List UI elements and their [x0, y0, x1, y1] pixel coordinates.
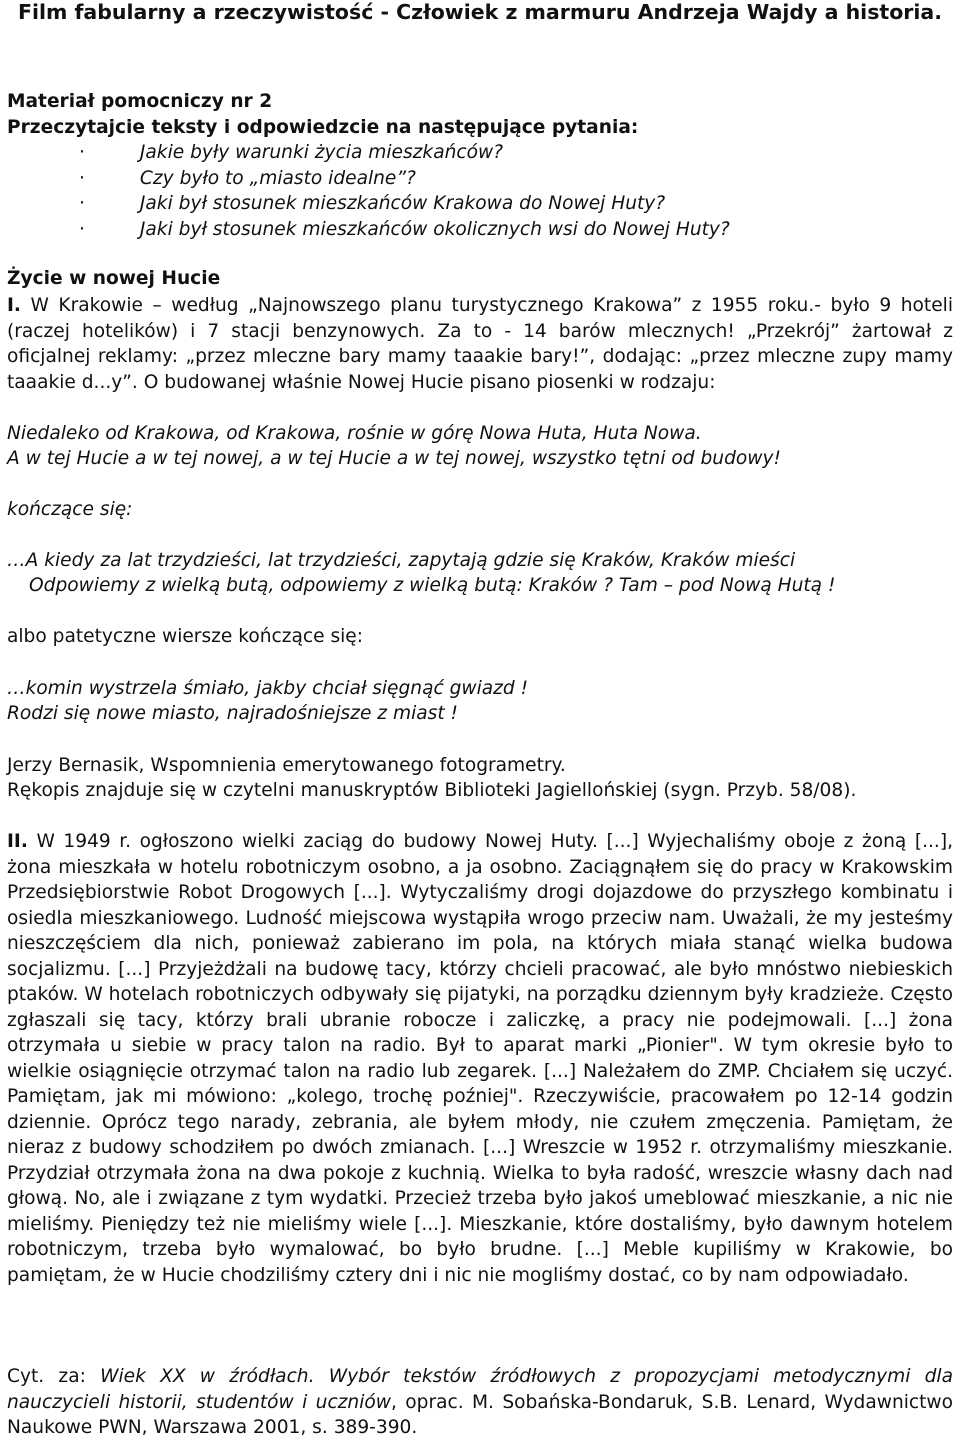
question-text: Jakie były warunki życia mieszkańców? [139, 142, 504, 163]
poems-label: albo patetyczne wiersze kończące się: [7, 626, 364, 647]
question-text: Jaki był stosunek mieszkańców Krakowa do Nowej Huty? [139, 193, 666, 214]
citation-rest: , oprac. M. Sobańska-Bondaruk, S.B. Lenard, Wydawnictwo Naukowe PWN, Warszawa 2001, s. 389-390. [7, 1391, 953, 1438]
part-two-text: W 1949 r. ogłoszono wielki zaciąg do budowy Nowej Huty. [...] Wyjechaliśmy oboje z żoną [...], żona mieszkała w hotelu robotniczym osobno, a ja osobno. Zaciągnąłem się do pracy w Krakowskim Przedsiębiorstwie Robot Drogowych [...]. Wytyczaliśmy drogi dojazdowe do przyszłego kombinatu i osiedla mieszkaniowego. Ludność miejscowa wystąpiła wrogo przeciw nam. Uważali, że my jesteśmy nieszczęściem dla nich, ponieważ zabierano im pola, na których miała stanąć wielka budowa socjalizmu. [...] Przyjeżdżali na budowę tacy, którzy chcieli pracować, ale było mnóstwo niebieskich ptaków. W hotelach robotniczych odbywały się pijatyki, na porządku dziennym były kradzieże. Często zgłaszali się tacy, którzy brali ubranie robocze i zaliczkę, a pracy nie podejmowali. [...] żona otrzymała u siebie w pracy talon na radio. Był to aparat marki „Pionier". W tym okresie było to wielkie osiągnięcie otrzymać talon na radio lub zegarek. [...] Należałem do ZMP. Chciałem się uczyć. Pamiętam, jak mi mówiono: „kolego, trochę poźniej". Rzeczywiście, pracowałem po 12-14 godzin dziennie. Oprócz tego narady, zebrania, ale byłem młody, nie czułem zmęczenia. Pamiętam, że nieraz z budowy schodziłem po dwóch zmianach. [...] Wreszcie w 1952 r. otrzymaliśmy mieszkanie. Przydział otrzymała żona na dwa pokoje z kuchnią. Wielka to była radość, wreszcie własny dach nad głową. No, ale i związane z tym wydatki. Przecież trzeba było jakoś umeblować mieszkanie, a nic nie mieliśmy. Pieniędzy też nie mieliśmy wiele [...]. Mieszkanie, które dostaliśmy, było dawnym hotelem robotniczym, trzeba było wymalować, bo było brudne. [...] Meble kupiliśmy w Krakowie, bo pamiętam, że w Hucie chodziliśmy cztery dni i nic nie mogliśmy dostać, co by nam odpowiadało. [7, 831, 953, 1286]
question-text: Czy było to „miasto idealne”? [139, 167, 416, 189]
part-two-numeral: II. [7, 831, 28, 852]
section-heading: Życie w nowej Hucie [7, 268, 221, 289]
bullet-icon: · [79, 193, 85, 214]
part-one-paragraph [7, 293, 953, 395]
question-text: Jaki był stosunek mieszkańców okolicznych wsi do Nowej Huty? [139, 218, 730, 240]
source-author: Jerzy Bernasik, Wspomnienia emerytowanego fotogrametry. [7, 755, 566, 776]
citation [7, 1364, 953, 1441]
question-item [7, 166, 953, 192]
question-item [7, 140, 953, 166]
song-line-1: Niedaleko od Krakowa, od Krakowa, rośnie w górę Nowa Huta, Huta Nowa. [7, 423, 702, 444]
source-note: Rękopis znajduje się w czytelni manuskryptów Biblioteki Jagiellońskiej (sygn. Przyb. 58/08). [7, 780, 857, 801]
poem-line-2: Rodzi się nowe miasto, najradośniejsze z miast ! [7, 703, 458, 724]
material-section [7, 89, 953, 242]
question-item [7, 217, 953, 243]
bullet-icon: · [79, 218, 85, 240]
citation-prefix: Cyt. za: [7, 1366, 101, 1387]
material-heading: Materiał pomocniczy nr 2 [7, 91, 273, 112]
bullet-icon: · [79, 142, 85, 163]
material-instruction: Przeczytajcie teksty i odpowiedzcie na następujące pytania: [7, 116, 639, 138]
document-title: Film fabularny a rzeczywistość - Człowiek z marmuru Andrzeja Wajdy a historia. [17, 0, 943, 24]
part-two-paragraph [7, 829, 953, 1288]
ending-label: kończące się: [7, 499, 133, 520]
ending-line-1: …A kiedy za lat trzydzieści, lat trzydzieści, zapytają gdzie się Kraków, Kraków mieści [7, 550, 796, 571]
song-line-2: A w tej Hucie a w tej nowej, a w tej Hucie a w tej nowej, wszystko tętni od budowy! [7, 448, 781, 469]
ending-line-2: Odpowiemy z wielką butą, odpowiemy z wielką butą: Kraków ? Tam – pod Nową Hutą ! [29, 575, 836, 596]
part-one-text: W Krakowie – według „Najnowszego planu turystycznego Krakowa” z 1955 roku.- było 9 hoteli (raczej hotelików) i 7 stacji benzynowych. Za to - 14 barów mlecznych! „Przekrój” żartował z oficjalnej reklamy: „przez mleczne bary mamy taaakie bary!”, dodając: „przez mleczne zupy mamy taaakie d...y”. O budowanej właśnie Nowej Hucie pisano piosenki w rodzaju: [7, 295, 953, 393]
bullet-icon: · [79, 167, 85, 189]
poem-line-1: …komin wystrzela śmiało, jakby chciał sięgnąć gwiazd ! [7, 678, 529, 699]
citation-title: Wiek XX w źródłach. Wybór tekstów źródłowych z propozycjami metodycznymi dla nauczycieli historii, studentów i uczniów [7, 1366, 953, 1413]
part-one-numeral: I. [7, 295, 21, 316]
question-item [7, 191, 953, 217]
